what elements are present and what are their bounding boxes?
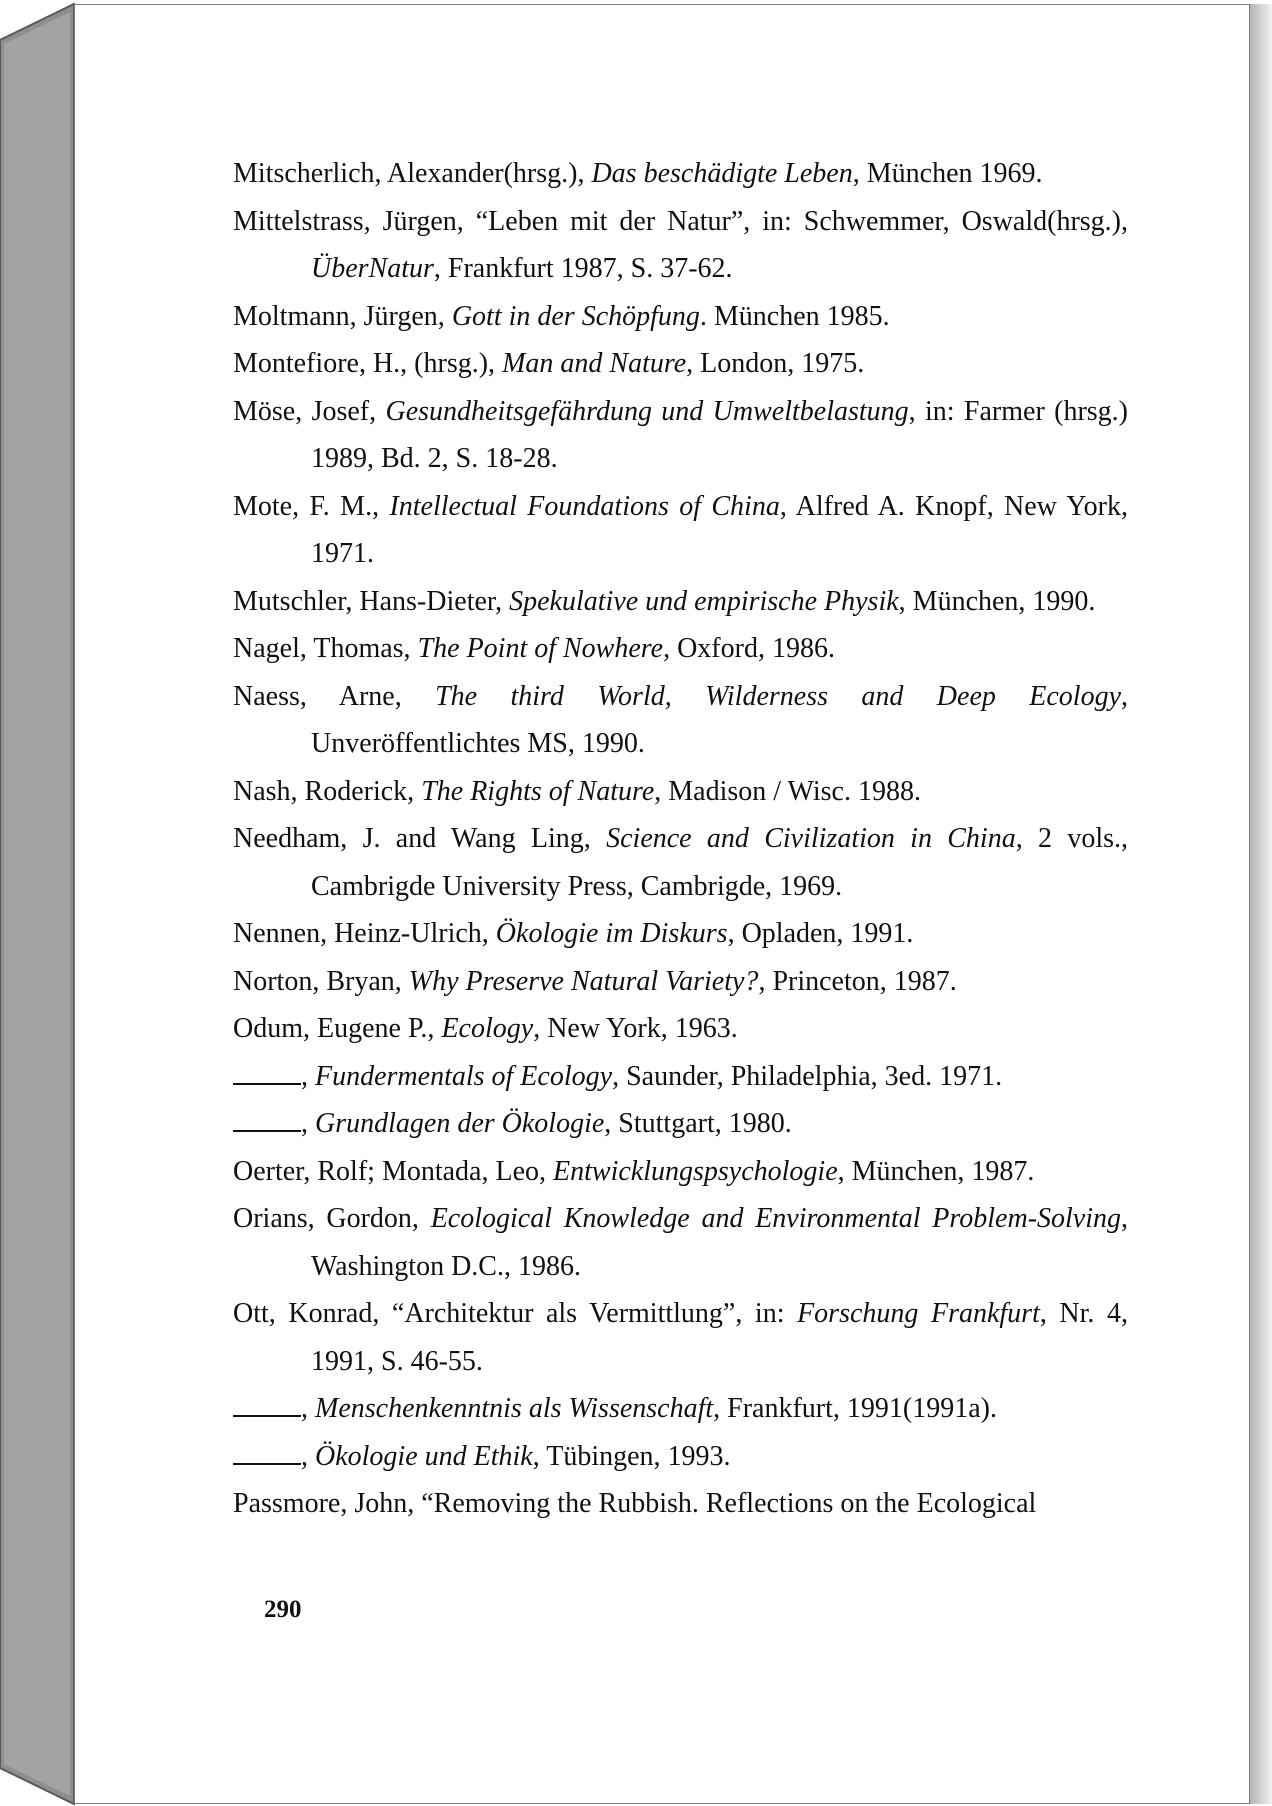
entry-title: Spekulative und empirische Physik bbox=[509, 585, 899, 617]
bibliography-entry bbox=[233, 958, 1128, 1006]
entry-text: Ott, Konrad, “Architektur als Vermittlung”, in: bbox=[233, 1298, 798, 1329]
entry-text: , Frankfurt 1987, S. 37-62. bbox=[433, 253, 733, 284]
entry-text: , Madison / Wisc. 1988. bbox=[654, 775, 921, 807]
entry-text: Montefiore, H., (hrsg.), bbox=[233, 348, 503, 379]
bibliography-entry bbox=[233, 1100, 1128, 1148]
entry-text: Mittelstrass, Jürgen, “Leben mit der Natur”, in: Schwemmer, Oswald(hrsg.), bbox=[233, 205, 1128, 237]
page-shadow bbox=[1250, 4, 1272, 1804]
entry-text: , New York, 1963. bbox=[533, 1013, 738, 1044]
bibliography-list bbox=[233, 150, 1128, 1528]
entry-text: Nagel, Thomas, bbox=[233, 633, 418, 664]
entry-title: Entwicklungspsychologie bbox=[553, 1155, 838, 1187]
bibliography-entry bbox=[233, 815, 1128, 910]
bibliography-entry bbox=[233, 150, 1128, 198]
bibliography-entry bbox=[233, 340, 1128, 388]
bibliography-entry bbox=[233, 1433, 1128, 1481]
repeat-author-rule bbox=[233, 1443, 301, 1465]
entry-text: , München, 1987. bbox=[837, 1155, 1035, 1187]
entry-text: , bbox=[301, 1108, 315, 1139]
entry-text: Mitscherlich, Alexander(hrsg.), bbox=[233, 158, 592, 189]
entry-title: Ecology bbox=[441, 1013, 534, 1044]
entry-text: , Alfred A. Knopf, New York, 1971. bbox=[311, 490, 1129, 569]
entry-title: The Point of Nowhere bbox=[417, 633, 664, 664]
repeat-author-rule bbox=[233, 1110, 301, 1132]
entry-text: , bbox=[301, 1060, 315, 1092]
entry-title: Intellectual Foundations of China bbox=[389, 490, 780, 522]
entry-title: ÜberNatur bbox=[311, 253, 434, 284]
entry-text: , bbox=[301, 1393, 315, 1424]
bibliography-entry bbox=[233, 1480, 1128, 1528]
entry-text: , 2 vols., Cambrigde University Press, Cambrigde, 1969. bbox=[311, 823, 1128, 902]
bibliography-entry bbox=[233, 1290, 1128, 1385]
page-number: 290 bbox=[264, 1596, 302, 1623]
bibliography-entry bbox=[233, 910, 1128, 958]
entry-text: , Unveröffentlichtes MS, 1990. bbox=[311, 680, 1129, 759]
entry-title: Gesundheitsgefährdung und Umweltbelastung bbox=[385, 395, 909, 427]
entry-text: , Opladen, 1991. bbox=[727, 918, 914, 949]
bibliography-entry bbox=[233, 1195, 1128, 1290]
bibliography-entry bbox=[233, 578, 1128, 626]
bibliography-entry bbox=[233, 625, 1128, 673]
entry-text: Mutschler, Hans-Dieter, bbox=[233, 585, 510, 617]
entry-title: Why Preserve Natural Variety? bbox=[408, 965, 759, 997]
entry-text: , München, 1990. bbox=[898, 585, 1096, 617]
entry-text: Needham, J. and Wang Ling, bbox=[233, 823, 607, 854]
entry-text: Passmore, John, “Removing the Rubbish. Reflections on the Ecological bbox=[233, 1488, 1037, 1519]
entry-text: , Oxford, 1986. bbox=[663, 633, 835, 664]
bibliography-entry bbox=[233, 1148, 1128, 1196]
entry-text: , London, 1975. bbox=[686, 348, 865, 379]
entry-title: Ecological Knowledge and Environmental Problem-Solving bbox=[430, 1203, 1122, 1234]
repeat-author-rule bbox=[233, 1063, 301, 1085]
entry-text: Naess, Arne, bbox=[233, 680, 436, 712]
entry-title: The Rights of Nature bbox=[421, 775, 655, 807]
entry-text: . München 1985. bbox=[699, 300, 890, 332]
bibliography-entry bbox=[233, 198, 1128, 293]
bibliography-entry bbox=[233, 388, 1128, 483]
entry-text: Norton, Bryan, bbox=[233, 965, 409, 997]
entry-title: Ökologie und Ethik bbox=[315, 1440, 533, 1472]
bibliography-entry bbox=[233, 293, 1128, 341]
entry-text: Möse, Josef, bbox=[233, 395, 386, 427]
entry-title: Menschenkenntnis als Wissenschaft bbox=[315, 1393, 714, 1424]
entry-text: Mote, F. M., bbox=[233, 490, 390, 522]
entry-text: , Stuttgart, 1980. bbox=[604, 1108, 792, 1139]
entry-title: The third World, Wilderness and Deep Ecology bbox=[435, 680, 1122, 712]
entry-text: , Nr. 4, 1991, S. 46-55. bbox=[311, 1298, 1129, 1377]
bibliography-entry bbox=[233, 483, 1128, 578]
entry-text: , Princeton, 1987. bbox=[758, 965, 957, 997]
bibliography-entry bbox=[233, 768, 1128, 816]
entry-title: Forschung Frankfurt bbox=[797, 1298, 1040, 1329]
entry-text: , Tübingen, 1993. bbox=[532, 1440, 731, 1472]
entry-text: Oerter, Rolf; Montada, Leo, bbox=[233, 1155, 554, 1187]
entry-title: Grundlagen der Ökologie bbox=[315, 1108, 605, 1139]
entry-text: Orians, Gordon, bbox=[233, 1203, 431, 1234]
entry-text: , in: Farmer (hrsg.) 1989, Bd. 2, S. 18-28. bbox=[311, 395, 1128, 474]
entry-text: Moltmann, Jürgen, bbox=[233, 300, 452, 332]
entry-text: , Washington D.C., 1986. bbox=[311, 1203, 1129, 1282]
entry-title: Man and Nature bbox=[502, 348, 687, 379]
entry-text: Nennen, Heinz-Ulrich, bbox=[233, 918, 496, 949]
repeat-author-rule bbox=[233, 1395, 301, 1417]
bibliography-entry bbox=[233, 1005, 1128, 1053]
entry-text: , Saunder, Philadelphia, 3ed. 1971. bbox=[612, 1060, 1003, 1092]
entry-title: Science and Civilization in China bbox=[606, 823, 1016, 854]
bibliography-entry bbox=[233, 673, 1128, 768]
entry-title: Ökologie im Diskurs bbox=[495, 918, 728, 949]
entry-title: Gott in der Schöpfung bbox=[451, 300, 700, 332]
entry-text: Nash, Roderick, bbox=[233, 775, 422, 807]
entry-text: , Frankfurt, 1991(1991a). bbox=[713, 1393, 997, 1424]
entry-title: Fundermentals of Ecology bbox=[315, 1060, 613, 1092]
entry-text: , München 1969. bbox=[852, 158, 1043, 189]
entry-text: , bbox=[301, 1440, 315, 1472]
entry-text: Odum, Eugene P., bbox=[233, 1013, 442, 1044]
entry-title: Das beschädigte Leben bbox=[591, 158, 853, 189]
bibliography-entry bbox=[233, 1385, 1128, 1433]
bibliography-entry bbox=[233, 1053, 1128, 1101]
